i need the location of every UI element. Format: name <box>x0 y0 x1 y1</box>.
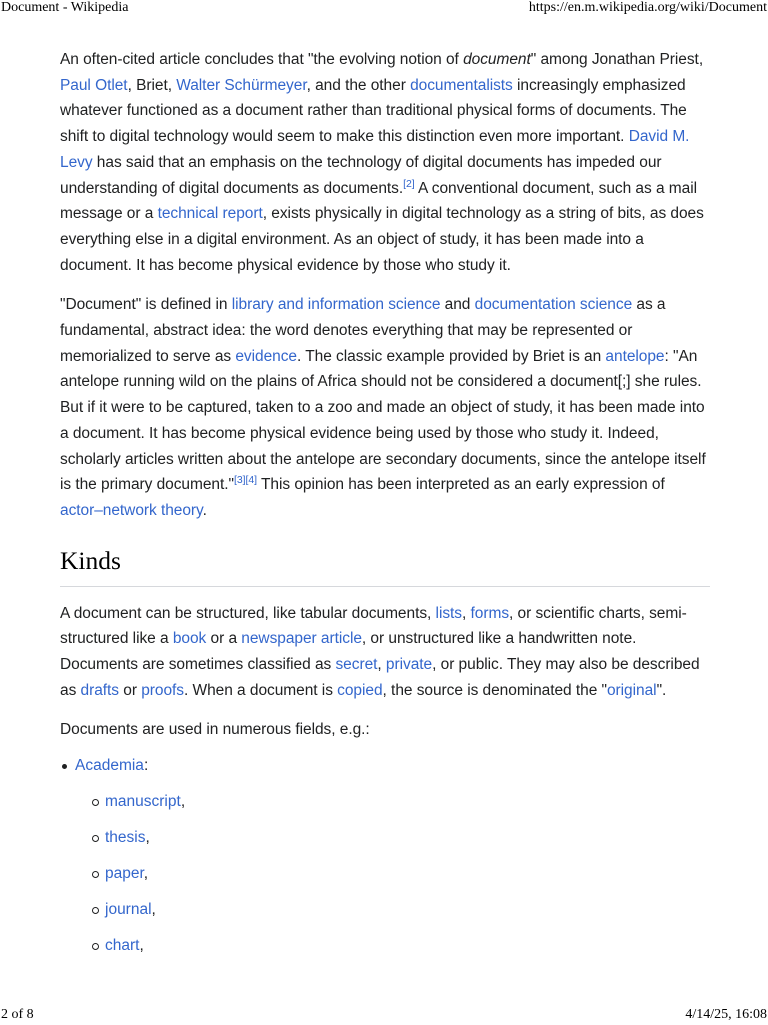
list-item: manuscript, <box>105 789 710 815</box>
link-documentation-science[interactable]: documentation science <box>474 296 633 314</box>
link-evidence[interactable]: evidence <box>235 347 297 365</box>
link-secret[interactable]: secret <box>335 656 378 674</box>
link-actor-network-theory[interactable]: actor–network theory <box>60 501 203 519</box>
paragraph-fields-intro: Documents are used in numerous fields, e.g.: <box>60 721 370 739</box>
list-item: paper, <box>105 861 710 887</box>
article-content <box>60 47 710 959</box>
list-item: Academia: manuscript, thesis, paper, journal, chart, <box>75 753 710 959</box>
link-chart[interactable]: chart <box>105 937 140 955</box>
page-number: 2 of 8 <box>1 1007 34 1022</box>
link-walter-schurmeyer[interactable]: Walter Schürmeyer <box>176 76 307 94</box>
link-forms[interactable]: forms <box>470 604 510 622</box>
link-proofs[interactable]: proofs <box>141 681 184 699</box>
link-drafts[interactable]: drafts <box>80 681 119 699</box>
link-paper[interactable]: paper <box>105 865 144 883</box>
link-original[interactable]: original <box>606 681 657 699</box>
link-antelope[interactable]: antelope <box>605 347 665 365</box>
reference-4[interactable]: [4] <box>245 474 258 487</box>
link-book[interactable]: book <box>172 630 207 648</box>
emphasis-document: document <box>463 51 531 68</box>
link-lists[interactable]: lists <box>435 604 462 622</box>
page-url: https://en.m.wikipedia.org/wiki/Document <box>528 0 767 15</box>
link-thesis[interactable]: thesis <box>105 829 146 847</box>
paragraph-document-notion: An often-cited article concludes that "the evolving notion of document" among Jonathan Priest, Paul Otlet, Briet, Walter Schürmeyer, and the other documentalists increasingly emphasized whatever functioned as a document rather than traditional physical forms of documents. The shift to digital technology would seem to make this distinction even more important. David M. Levy has said that an emphasis on the technology of digital documents has impeded our understanding of digital documents as documents.[2] A conventional document, such as a mail message or a technical report, exists physically in digital technology as a string of bits, as does everything else in a digital environment. As an object of study, it has been made into a document. It has become physical evidence by those who study it. <box>60 51 704 274</box>
link-technical-report[interactable]: technical report <box>157 205 263 223</box>
link-private[interactable]: private <box>385 656 433 674</box>
link-copied[interactable]: copied <box>337 681 383 699</box>
reference-2[interactable]: [2] <box>403 177 415 190</box>
list-item: thesis, <box>105 825 710 851</box>
print-header <box>0 0 768 18</box>
link-documentalists[interactable]: documentalists <box>410 76 513 94</box>
academia-sublist <box>75 789 710 959</box>
section-heading-kinds: Kinds <box>60 546 710 587</box>
link-library-information-science[interactable]: library and information science <box>231 296 441 314</box>
link-academia[interactable]: Academia <box>75 757 144 775</box>
list-item: journal, <box>105 897 710 923</box>
link-david-levy[interactable]: David M. Levy <box>60 128 690 171</box>
link-journal[interactable]: journal <box>105 901 152 919</box>
link-newspaper-article[interactable]: newspaper article <box>241 630 362 648</box>
print-datetime: 4/14/25, 16:08 <box>685 1007 767 1022</box>
link-paul-otlet[interactable]: Paul Otlet <box>60 76 128 94</box>
link-manuscript[interactable]: manuscript <box>105 793 181 811</box>
paragraph-kinds: A document can be structured, like tabular documents, lists, forms, or scientific charts, semi-structured like a book or a newspaper article, or unstructured like a handwritten note. Documents are sometimes classified as secret, private, or public. They may also be described as drafts or proofs. When a document is copied, the source is denominated the "original". <box>60 604 700 699</box>
paragraph-document-definition: "Document" is defined in library and information science and documentation science as a fundamental, abstract idea: the word denotes everything that may be represented or memorialized to serve as evidence. The classic example provided by Briet is an antelope: "An antelope running wild on the plains of Africa should not be considered a document[;] she rules. But if it were to be captured, taken to a zoo and made an object of study, it has been made into a document. It has become physical evidence being used by those who study it. Indeed, scholarly articles written about the antelope are secondary documents, since the antelope itself is the primary document."[3][4] This opinion has been interpreted as an early expression of actor–network theory. <box>60 296 706 519</box>
fields-list <box>60 753 710 959</box>
reference-3[interactable]: [3] <box>233 474 246 487</box>
page-title: Document - Wikipedia <box>1 0 129 15</box>
print-footer <box>0 1007 768 1025</box>
list-item: chart, <box>105 933 710 959</box>
